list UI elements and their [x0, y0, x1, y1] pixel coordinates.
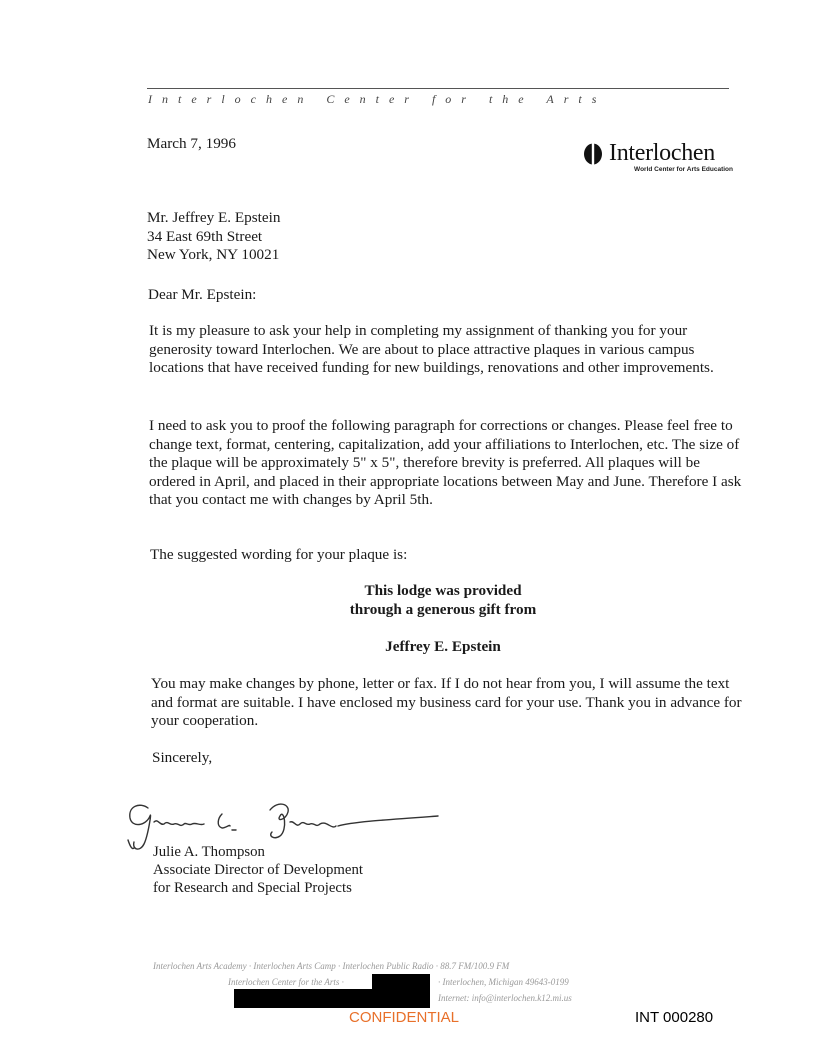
body-paragraph-1: It is my pleasure to ask your help in completing my assignment of thanking you for your generosity toward Interlochen. We are about to place attractive plaques in various campus locations that have received funding for new buildings, renovations and other improvements.: [149, 322, 714, 376]
recipient-name: Mr. Jeffrey E. Epstein: [147, 209, 281, 226]
signer-name: Julie A. Thompson: [153, 844, 265, 860]
logo-tagline: World Center for Arts Education: [634, 166, 733, 173]
redaction-box: [234, 989, 430, 1008]
plaque-line-2: through a generous gift from: [349, 601, 537, 618]
confidential-stamp: CONFIDENTIAL: [349, 1009, 460, 1026]
signature-block: [153, 843, 363, 897]
bates-number: INT 000280: [635, 1009, 714, 1026]
footer-line-1: Interlochen Arts Academy · Interlochen Arts Camp · Interlochen Public Radio · 88.7 FM/100.9 FM: [153, 961, 510, 971]
interlochen-emblem-icon: [583, 143, 603, 165]
interlochen-logo: [583, 140, 733, 173]
letterhead-org-name: Interlochen Center for the Arts: [148, 92, 607, 106]
recipient-city: New York, NY 10021: [147, 246, 280, 263]
plaque-wording: [300, 581, 586, 619]
body-paragraph-3: The suggested wording for your plaque is:: [150, 546, 408, 563]
closing: Sincerely,: [152, 749, 213, 766]
plaque-line-1: This lodge was provided: [364, 582, 522, 599]
letterhead-rule: [147, 88, 729, 89]
recipient-address: [147, 209, 280, 265]
logo-wordmark: Interlochen: [609, 140, 715, 166]
footer-line-2-left: Interlochen Center for the Arts ·: [228, 977, 344, 987]
recipient-street: 34 East 69th Street: [147, 227, 263, 245]
footer-line-2-right: · Interlochen, Michigan 49643-0199: [438, 977, 569, 987]
plaque-donor-name: Jeffrey E. Epstein: [385, 638, 501, 655]
signer-department: for Research and Special Projects: [153, 880, 352, 896]
footer-line-3: Internet: info@interlochen.k12.mi.us: [438, 993, 572, 1003]
letter-date: March 7, 1996: [147, 135, 236, 152]
body-paragraph-4: You may make changes by phone, letter or fax. If I do not hear from you, I will assume the text and format are suitable. I have enclosed my business card for your use. Thank you in advance for your cooperation.: [151, 675, 742, 729]
signer-title: Associate Director of Development: [153, 862, 363, 878]
body-paragraph-2: I need to ask you to proof the following paragraph for corrections or changes. Please feel free to change text, format, centering, capitalization, add your affiliations to Interlochen, etc. The size of the plaque will be approximately 5" x 5", therefore brevity is preferred. All plaques will be ordered in April, and placed in their appropriate locations between May and June. Therefore I ask that you contact me with changes by April 5th.: [149, 417, 742, 508]
salutation: Dear Mr. Epstein:: [148, 286, 257, 303]
